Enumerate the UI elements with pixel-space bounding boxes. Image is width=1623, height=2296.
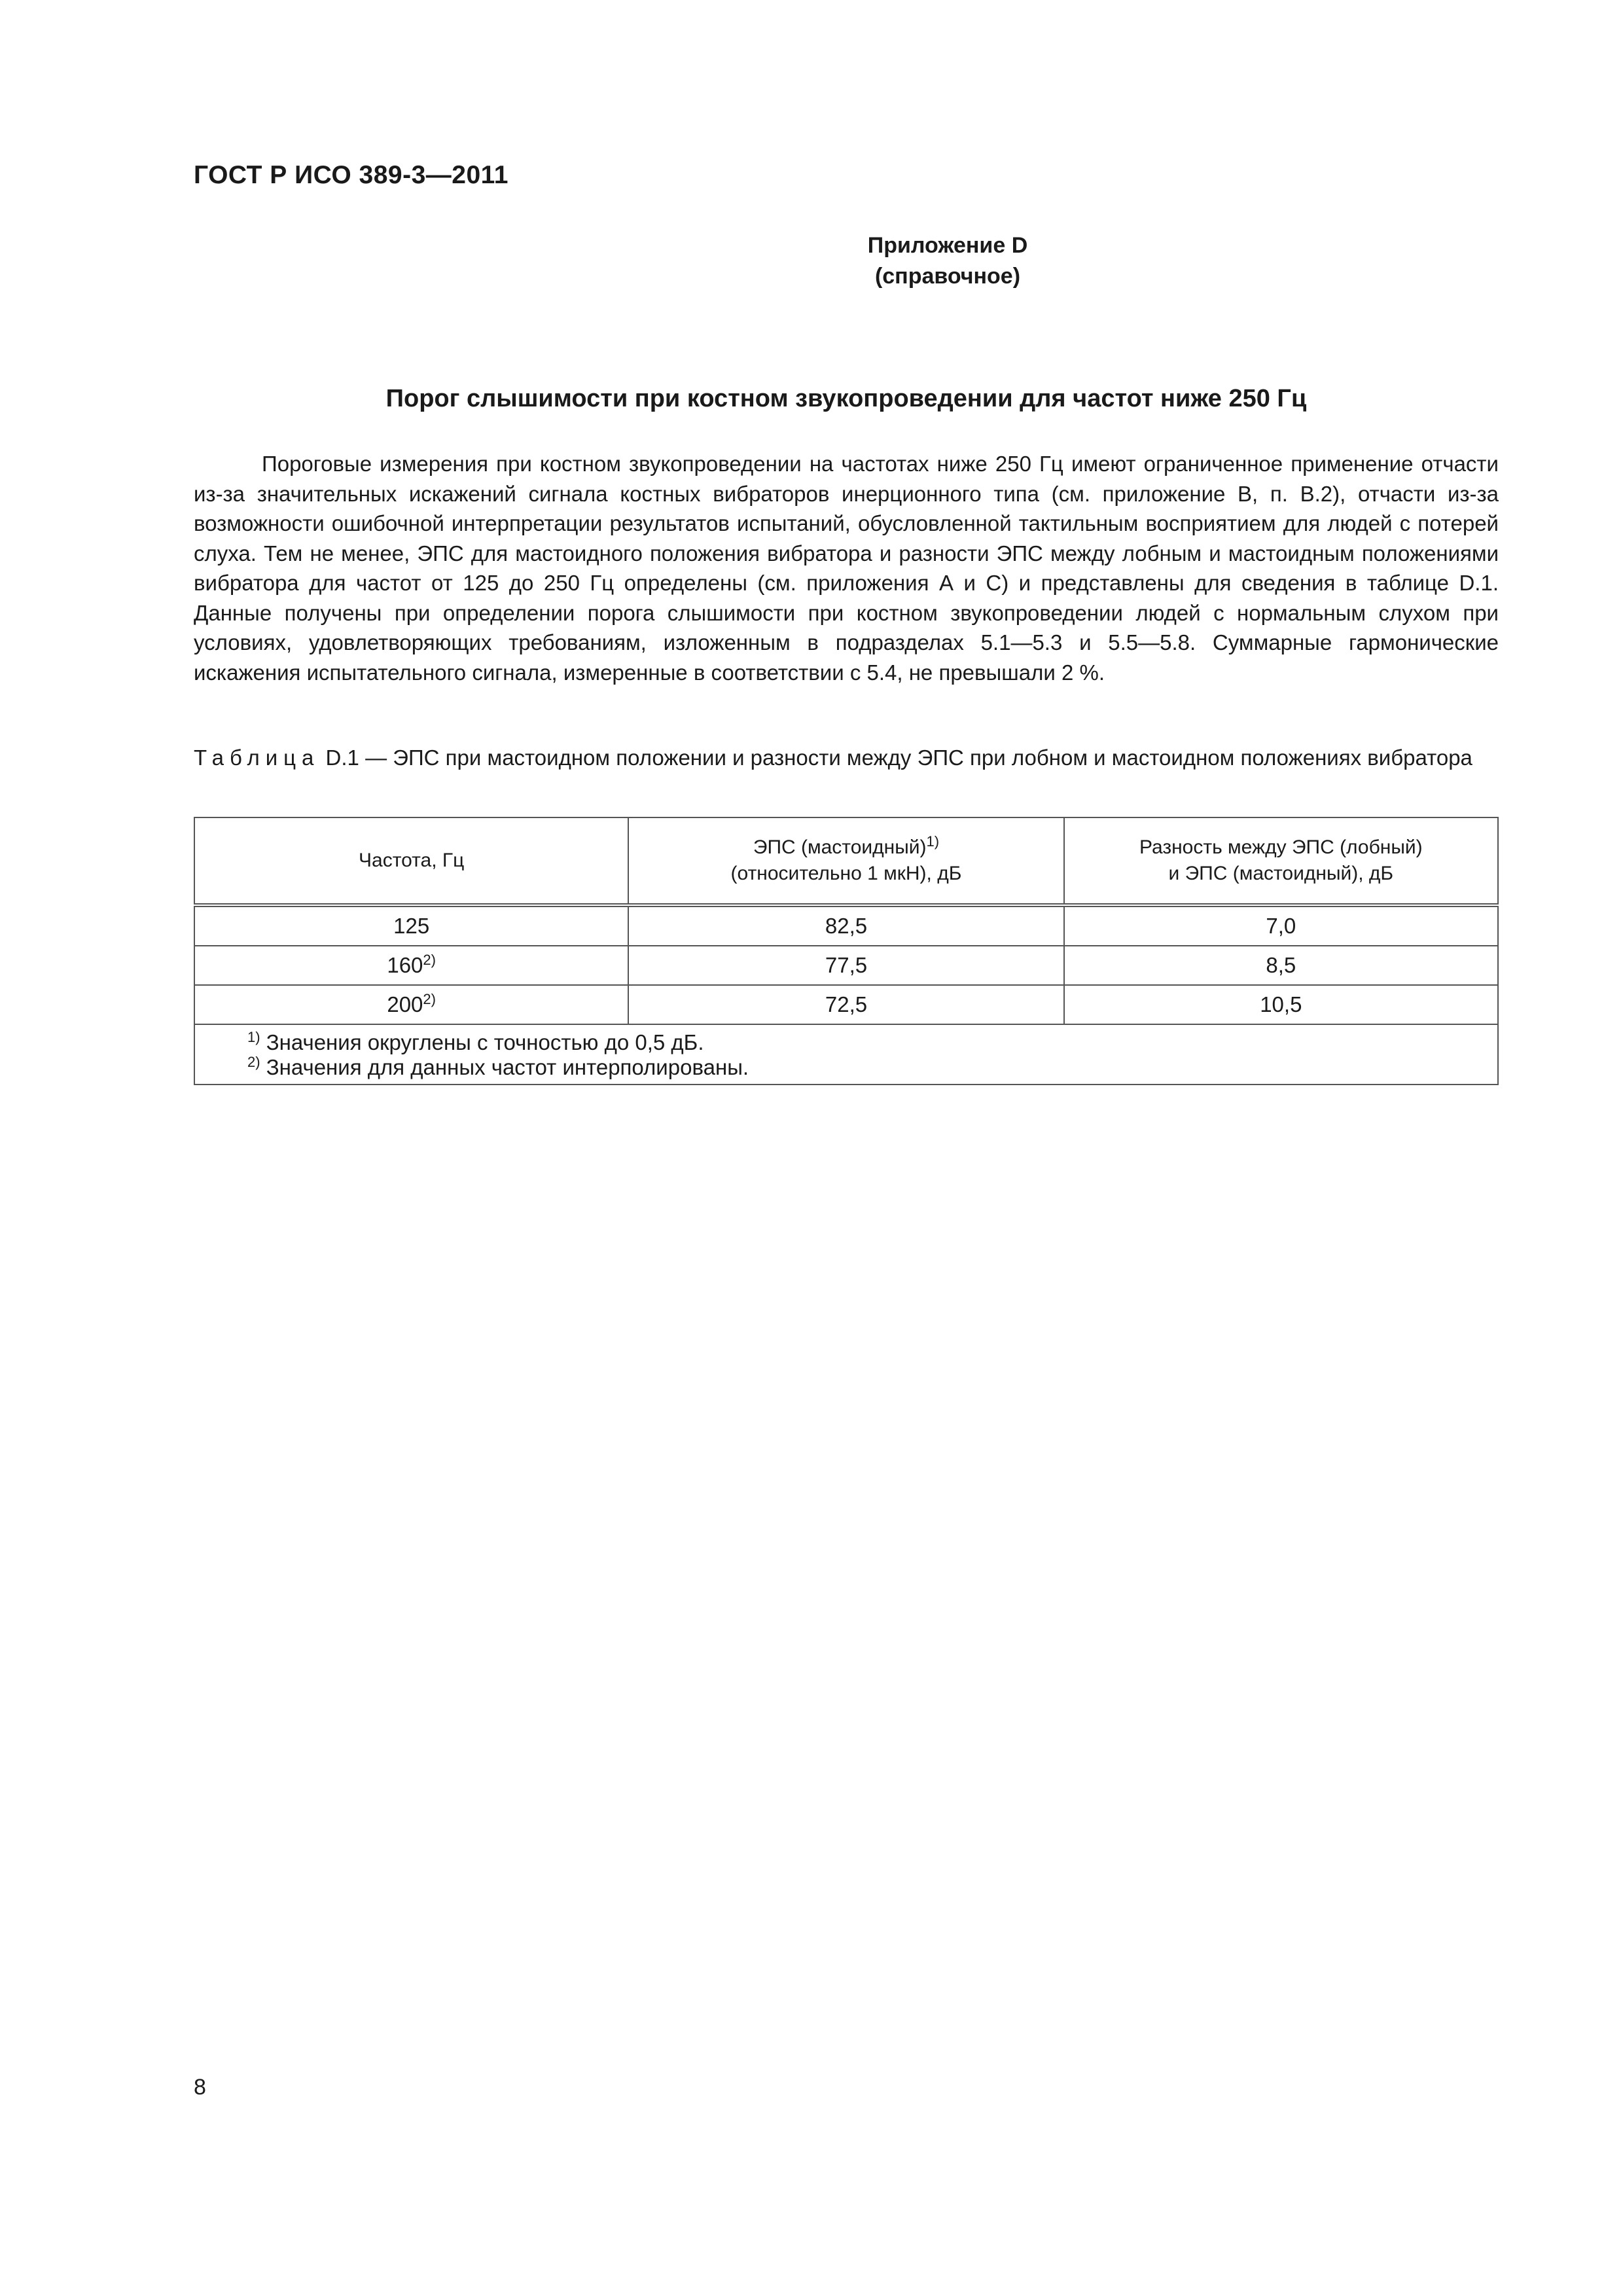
header-diff-line1: Разность между ЭПС (лобный) (1139, 836, 1423, 858)
page-number: 8 (194, 2075, 206, 2100)
table-caption-text: D.1 — ЭПС при мастоидном положении и разности между ЭПС при лобном и мастоидном положениях вибратора (319, 745, 1472, 770)
header-eps-mastoid (628, 817, 1063, 905)
annex-heading (194, 230, 1499, 292)
header-eps-line1: ЭПС (мастоидный) (753, 836, 927, 858)
table-header-row (194, 817, 1498, 905)
table-row (194, 946, 1498, 985)
eps-table (194, 817, 1499, 1085)
cell-frequency: 160$^{2)}$ (194, 946, 628, 985)
table-row (194, 985, 1498, 1024)
header-frequency: Частота, Гц (194, 817, 628, 905)
cell-eps: 77,5 (628, 946, 1063, 985)
cell-difference: 8,5 (1064, 946, 1498, 985)
table-row (194, 905, 1498, 946)
cell-eps: 72,5 (628, 985, 1063, 1024)
table-caption (194, 744, 1499, 772)
annex-title: Приложение D (867, 233, 1028, 258)
header-eps-footnote-mark: 1) (926, 833, 940, 850)
table-notes-row (194, 1024, 1498, 1085)
cell-difference: 10,5 (1064, 985, 1498, 1024)
header-diff-line2: и ЭПС (мастоидный), дБ (1168, 863, 1394, 884)
cell-difference: 7,0 (1064, 905, 1498, 946)
table-caption-label: Таблица (194, 745, 320, 770)
cell-frequency: 200$^{2)}$ (194, 985, 628, 1024)
annex-status: (справочное) (874, 264, 1021, 289)
cell-frequency: 125 (194, 905, 628, 946)
body-paragraph: Пороговые измерения при костном звукопроведении на частотах ниже 250 Гц имеют ограниченное применение отчасти из-за значительных искажений сигнала костных вибраторов инерционного типа (см. приложение В, п. В.2), отчасти из-за возможности ошибочной интерпретации результатов испытаний, обусловленной тактильным восприятием для людей с потерей слуха. Тем не менее, ЭПС для мастоидного положения вибратора и разности ЭПС между лобным и мастоидным положениями вибратора для частот от 125 до 250 Гц определены (см. приложения А и С) и представлены для сведения в таблице D.1. Данные получены при определении порога слышимости при костном звукопроведении людей с нормальным слухом при условиях, удовлетворяющих требованиям, изложенным в подразделах 5.1—5.3 и 5.5—5.8. Суммарные гармонические искажения испытательного сигнала, измеренные в соответствии с 5.4, не превышали 2 %. (194, 452, 1499, 685)
cell-eps: 82,5 (628, 905, 1063, 946)
header-eps-line2: (относительно 1 мкН), дБ (730, 863, 962, 884)
table-note: $^{2)}$ Значения для данных частот интерполированы. (247, 1054, 749, 1079)
header-eps-difference (1064, 817, 1498, 905)
document-header: ГОСТ Р ИСО 389-3—2011 (194, 161, 508, 189)
section-title: Порог слышимости при костном звукопроведении для частот ниже 250 Гц (385, 385, 1307, 412)
table-note: $^{1)}$ Значения округлены с точностью до 0,5 дБ. (247, 1029, 704, 1054)
table-notes (194, 1024, 1498, 1085)
